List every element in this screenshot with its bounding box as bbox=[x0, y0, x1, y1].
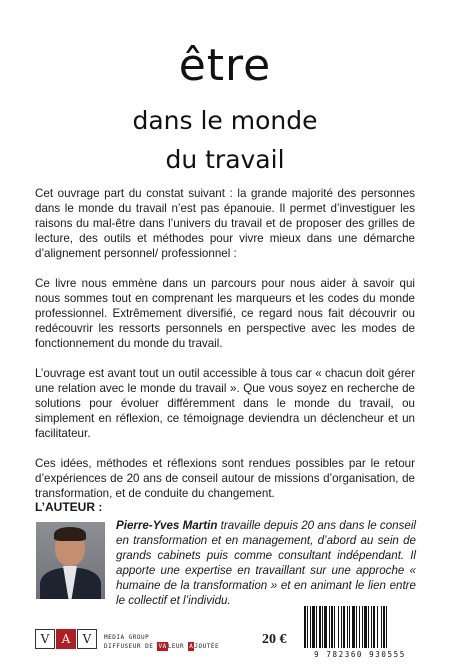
publisher-logo-v2: V bbox=[77, 629, 97, 649]
publisher-logo-a: A bbox=[56, 629, 76, 649]
description-paragraph: L’ouvrage est avant tout un outil accessible à tous car « chacun doit gérer une relation avec le monde du travail ». Que vous soyez en recherche de solutions pour évoluer différemment dans le monde du travail, ou simplement en réflexion, ce témoignage deviendra un déclencheur et un facilitateur. bbox=[35, 367, 415, 440]
author-photo bbox=[36, 522, 105, 599]
author-bio bbox=[116, 518, 416, 608]
description bbox=[35, 186, 415, 516]
isbn-number: 9 782360 930555 bbox=[314, 650, 406, 659]
publisher-line2: DIFFUSEUR DE VALEUR AJOUTÉE bbox=[104, 643, 220, 650]
book-title: être bbox=[178, 40, 272, 91]
book-subtitle-line2: du travail bbox=[165, 145, 285, 174]
author-heading: L’AUTEUR : bbox=[35, 500, 103, 514]
description-paragraph: Cet ouvrage part du constat suivant : la grande majorité des personnes dans le monde du travail n’est pas épanouie. Il permet d’investiguer les raisons du mal-être dans l’univers du travail et de proposer des grilles de lecture, des outils et méthodes pour vivre mieux dans une démarche d’alignement personnel/ professionnel : bbox=[35, 187, 415, 260]
description-paragraph: Ces idées, méthodes et réflexions sont rendues possibles par le retour d’expériences de 20 ans de conseil autour de missions d’organisation, de transformation, et de conduite du changement. bbox=[35, 457, 415, 500]
author-name: Pierre-Yves Martin bbox=[116, 519, 218, 532]
barcode bbox=[300, 606, 420, 650]
author-bio-text: travaille depuis 20 ans dans le conseil en transformation et en management, d’abord au sein de grands cabinets puis comme consultant indépendant. Il apporte une expertise en travaillant sur une approche « humaine de la transformation » et en animant le lien entre le collectif et l’individu. bbox=[116, 519, 416, 607]
publisher-text bbox=[104, 633, 219, 651]
price: 20 € bbox=[262, 632, 287, 647]
publisher-line1: MEDIA GROUP bbox=[104, 634, 150, 641]
publisher-logo-v: V bbox=[35, 629, 55, 649]
description-paragraph: Ce livre nous emmène dans un parcours pour nous aider à savoir qui nous sommes tout en comprenant les marqueurs et les codes du monde professionnel. Extrêmement diversifié, ce regard nous fait découvrir ou redécouvrir les ressorts personnels en perspective avec les modes de fonctionnement du monde du travail. bbox=[35, 277, 415, 350]
book-subtitle-line1: dans le monde bbox=[132, 106, 318, 135]
